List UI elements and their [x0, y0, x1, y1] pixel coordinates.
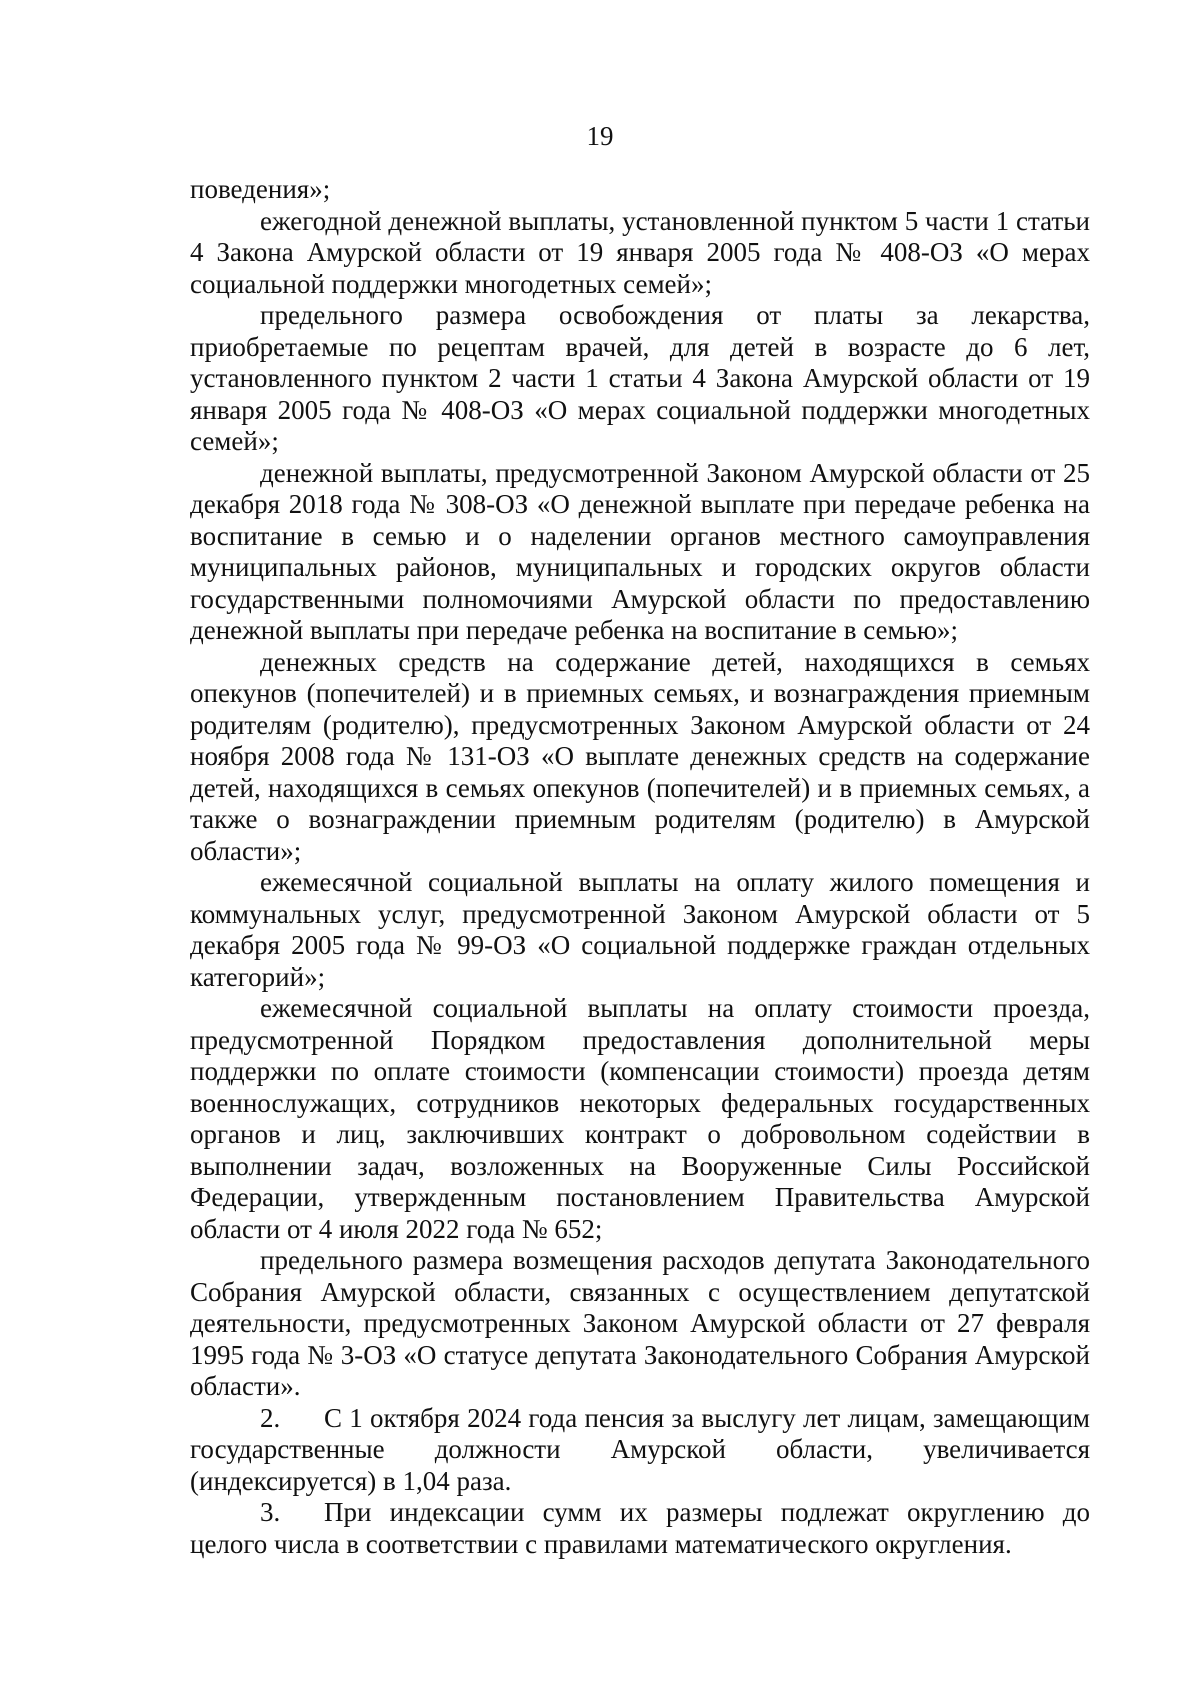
page-number: 19 [586, 121, 614, 151]
numbered-item [190, 1497, 1090, 1560]
paragraph: предельного размера возмещения расходов депутата Законодательного Собрания Амурской области, связанных с осуществлением депутатской деятельности, предусмотренных Законом Амурской области от 27 февраля 1995 года № 3-ОЗ «О статусе депутата Законодательного Собрания Амурской области». [190, 1245, 1090, 1401]
item-text: При индексации сумм их размеры подлежат округлению до целого числа в соответствии с правилами математического округления. [190, 1497, 1090, 1559]
item-number: 3. [260, 1497, 281, 1527]
item-text: С 1 октября 2024 года пенсия за выслугу лет лицам, замещающим государственные должности Амурской области, увеличивается (индексируется) в 1,04 раза. [190, 1402, 1090, 1496]
item-number: 2. [260, 1402, 281, 1433]
paragraph: ежемесячной социальной выплаты на оплату жилого помещения и коммунальных услуг, предусмотренной Законом Амурской области от 5 декабря 2005 года № 99-ОЗ «О социальной поддержке граждан отдельных категорий»; [190, 867, 1090, 992]
paragraph: денежной выплаты, предусмотренной Законом Амурской области от 25 декабря 2018 года № 308-ОЗ «О денежной выплате при передаче ребенка на воспитание в семью и о наделении органов местного самоуправления муниципальных районов, муниципальных и городских округов области государственными полномочиями Амурской области по предоставлению денежной выплаты при передаче ребенка на воспитание в семью»; [190, 457, 1090, 645]
paragraph-continuation: поведения»; [190, 174, 331, 204]
document-body [190, 174, 1090, 1560]
paragraph: ежемесячной социальной выплаты на оплату стоимости проезда, предусмотренной Порядком предоставления дополнительной меры поддержки по оплате стоимости (компенсации стоимости) проезда детям военнослужащих, сотрудников некоторых федеральных государственных органов и лиц, заключивших контракт о добровольном содействии в выполнении задач, возложенных на Вооруженные Силы Российской Федерации, утвержденным постановлением Правительства Амурской области от 4 июля 2022 года № 652; [190, 993, 1090, 1244]
paragraph: ежегодной денежной выплаты, установленной пунктом 5 части 1 статьи 4 Закона Амурской области от 19 января 2005 года № 408-ОЗ «О мерах социальной поддержки многодетных семей»; [190, 205, 1090, 299]
numbered-item [190, 1403, 1090, 1498]
paragraph: денежных средств на содержание детей, находящихся в семьях опекунов (попечителей) и в приемных семьях, и вознаграждения приемным родителям (родителю), предусмотренных Законом Амурской области от 24 ноября 2008 года № 131-ОЗ «О выплате денежных средств на содержание детей, находящихся в семьях опекунов (попечителей) и в приемных семьях, а также о вознаграждении приемным родителям (родителю) в Амурской области»; [190, 646, 1090, 866]
paragraph: предельного размера освобождения от платы за лекарства, приобретаемые по рецептам врачей, для детей в возрасте до 6 лет, установленного пунктом 2 части 1 статьи 4 Закона Амурской области от 19 января 2005 года № 408-ОЗ «О мерах социальной поддержки многодетных семей»; [190, 300, 1090, 456]
